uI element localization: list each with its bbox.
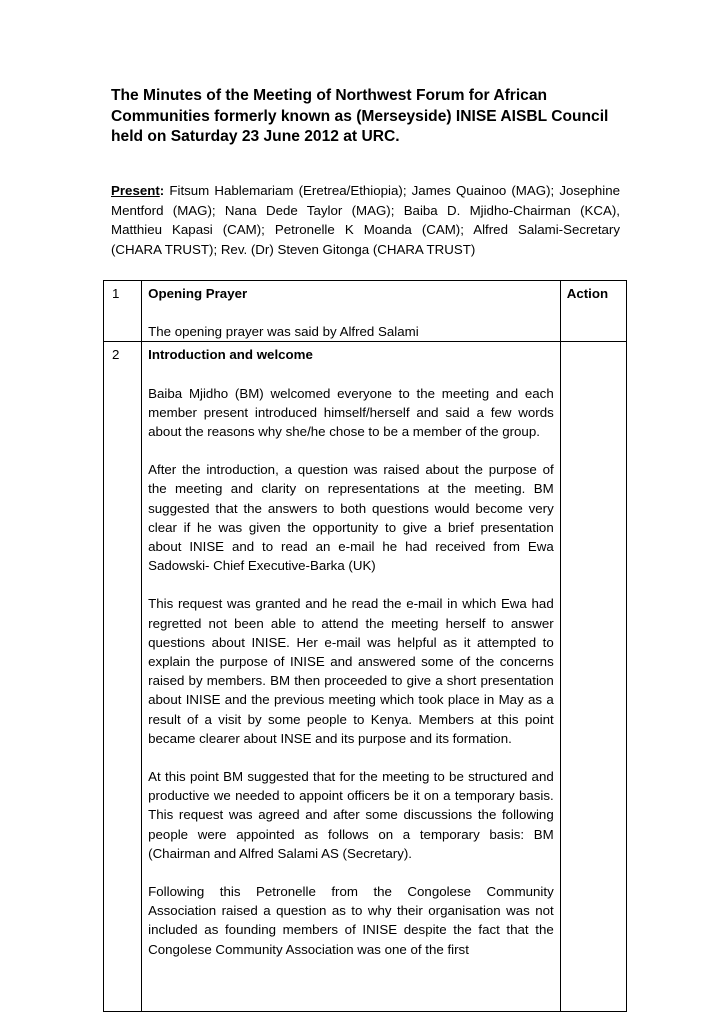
minutes-table [103, 280, 627, 1012]
item-paragraph: At this point BM suggested that for the meeting to be structured and productive we needed to appoint officers be it on a temporary basis. This request was agreed and after some discussions the following people were appointed as follows on a temporary basis: BM (Chairman and Alfred Salami AS (Secretary). [148, 769, 554, 861]
table-row [104, 281, 627, 342]
item-paragraph: Following this Petronelle from the Congolese Community Association raised a question as to why their organisation was not included as founding members of INISE despite the fact that the Congolese Community Association was one of the first [148, 884, 554, 957]
item-title: Opening Prayer [148, 286, 248, 301]
item-body [142, 281, 561, 342]
item-title: Introduction and welcome [148, 347, 313, 363]
document-title: The Minutes of the Meeting of Northwest Forum for African Communities formerly known as (Merseyside) INISE AISBL Council held on Saturday 23 June 2012 at URC. [111, 87, 609, 145]
item-number: 2 [104, 342, 142, 1012]
action-cell [560, 342, 626, 1012]
item-paragraph: Baiba Mjidho (BM) welcomed everyone to the meeting and each member present introduced himself/herself and said a few words about the reasons why she/he chose to be a member of the group. [148, 385, 554, 440]
present-colon: : [159, 183, 165, 198]
present-label: Present [111, 183, 160, 198]
item-paragraph: This request was granted and he read the e-mail in which Ewa had regretted not been able to attend the meeting herself to answer questions about INISE. Her e-mail was helpful as it attempted to explain the purpose of INISE and answered some of the concerns raised by members. BM then proceeded to give a short presentation about INISE and the previous meeting which took place in May as a result of a visit by some people to Kenya. Members at this point became clearer about INSE and its purpose and its formation. [148, 596, 554, 746]
attendees-paragraph [111, 181, 620, 259]
item-number: 1 [104, 281, 142, 342]
item-paragraph: The opening prayer was said by Alfred Salami [148, 324, 419, 340]
table-row [104, 342, 627, 1012]
item-body [142, 342, 561, 1012]
item-paragraph: After the introduction, a question was raised about the purpose of the meeting and clarity on representations at the meeting. BM suggested that the answers to both questions would become very clear if he was given the opportunity to give a brief presentation about INISE and to read an e-mail he had received from Ewa Sadowski- Chief Executive-Barka (UK) [148, 462, 554, 574]
action-column-header: Action [560, 281, 626, 342]
attendees-list: Fitsum Hablemariam (Eretrea/Ethiopia); James Quainoo (MAG); Josephine Mentford (MAG); Nana Dede Taylor (MAG); Baiba D. Mjidho-Chairman (KCA), Matthieu Kapasi (CAM); Petronelle K Moanda (CAM); Alfred Salami-Secretary (CHARA TRUST); Rev. (Dr) Steven Gitonga (CHARA TRUST) [111, 183, 620, 257]
